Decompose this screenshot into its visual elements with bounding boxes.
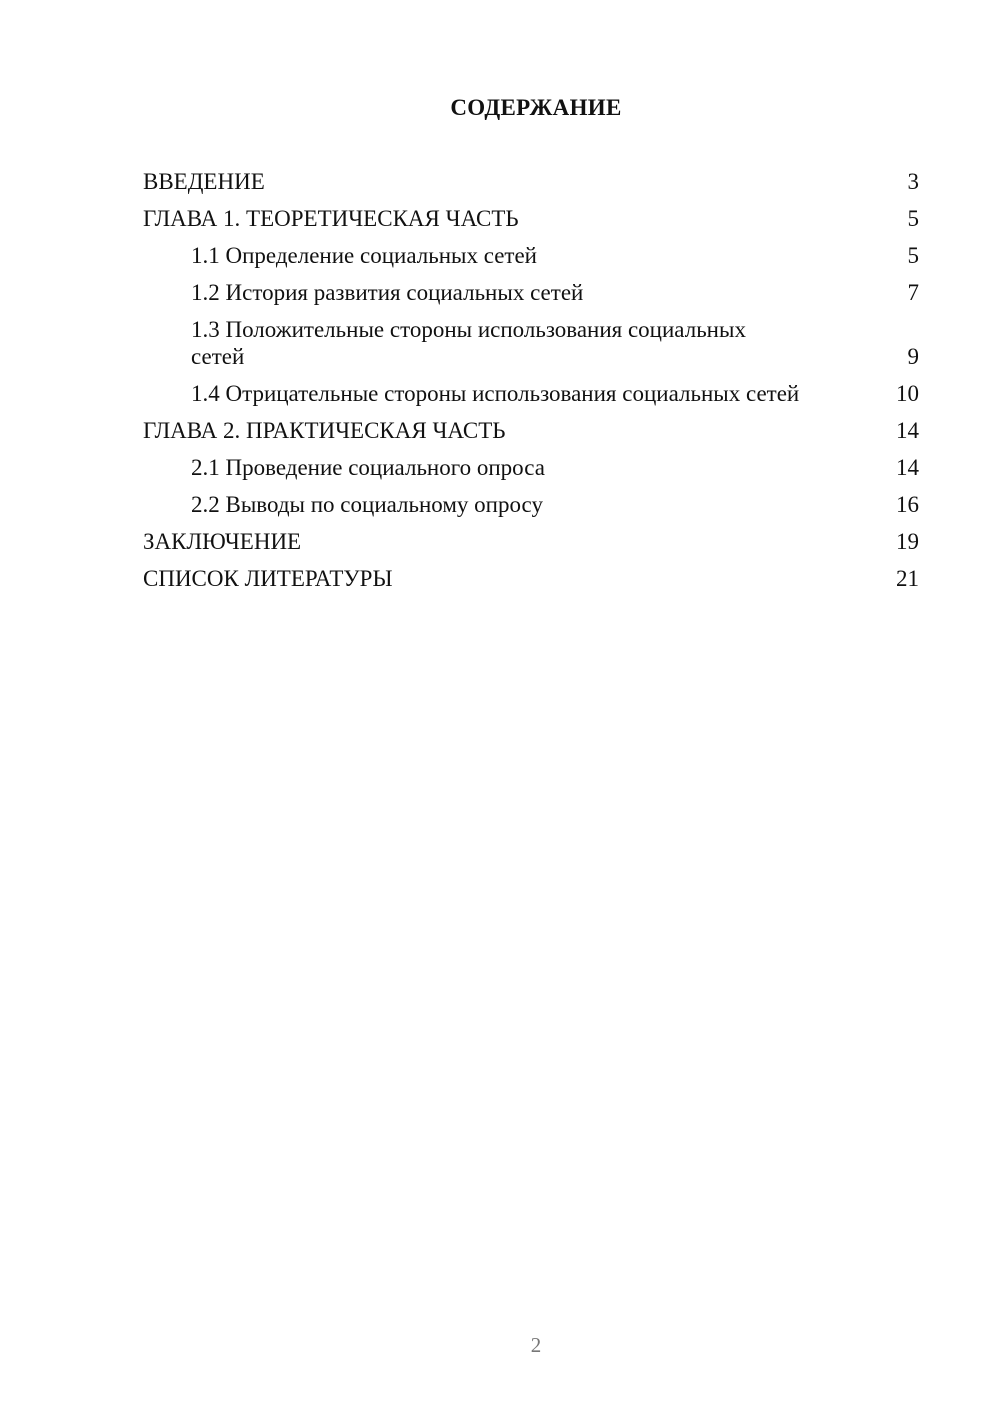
toc-entry-section-1-1[interactable] bbox=[143, 242, 919, 269]
toc-entry-label: 1.4 Отрицательные стороны использования социальных сетей bbox=[191, 381, 800, 406]
toc-entry-section-2-1[interactable] bbox=[143, 454, 919, 481]
toc-entry-page: 16 bbox=[896, 492, 919, 517]
toc-entry-chapter-2[interactable] bbox=[143, 417, 919, 444]
toc-entry-page: 5 bbox=[907, 206, 919, 231]
toc-entry-section-1-4[interactable] bbox=[143, 380, 919, 407]
toc-entry-page: 19 bbox=[896, 529, 919, 554]
toc-entry-page: 21 bbox=[896, 566, 919, 591]
toc-entry-label: ГЛАВА 2. ПРАКТИЧЕСКАЯ ЧАСТЬ bbox=[143, 418, 506, 443]
toc-entry-label: СПИСОК ЛИТЕРАТУРЫ bbox=[143, 566, 393, 591]
page-title: СОДЕРЖАНИЕ bbox=[450, 95, 622, 120]
toc-entry-label: 1.2 История развития социальных сетей bbox=[191, 280, 584, 305]
toc-entry-page: 3 bbox=[907, 169, 919, 194]
toc-entry-section-2-2[interactable] bbox=[143, 491, 919, 518]
toc-entry-page: 10 bbox=[896, 381, 919, 406]
toc-entry-references[interactable] bbox=[143, 565, 919, 592]
toc-entry-page: 5 bbox=[907, 243, 919, 268]
toc-entry-section-1-2[interactable] bbox=[143, 279, 919, 306]
table-of-contents bbox=[143, 168, 919, 602]
toc-entry-section-1-3[interactable] bbox=[143, 316, 919, 370]
toc-entry-label: ГЛАВА 1. ТЕОРЕТИЧЕСКАЯ ЧАСТЬ bbox=[143, 206, 519, 231]
toc-entry-introduction[interactable] bbox=[143, 168, 919, 195]
toc-entry-page: 7 bbox=[907, 280, 919, 305]
toc-entry-label: 1.3 Положительные стороны использования социальных сетей bbox=[191, 317, 746, 369]
toc-entry-page: 14 bbox=[896, 455, 919, 480]
toc-entry-label: 2.2 Выводы по социальному опросу bbox=[191, 492, 543, 517]
toc-entry-page: 14 bbox=[896, 418, 919, 443]
toc-entry-label: 1.1 Определение социальных сетей bbox=[191, 243, 537, 268]
toc-entry-label: ЗАКЛЮЧЕНИЕ bbox=[143, 529, 302, 554]
toc-entry-label: ВВЕДЕНИЕ bbox=[143, 169, 265, 194]
toc-entry-conclusion[interactable] bbox=[143, 528, 919, 555]
toc-entry-page: 9 bbox=[907, 344, 919, 369]
toc-entry-chapter-1[interactable] bbox=[143, 205, 919, 232]
toc-entry-label: 2.1 Проведение социального опроса bbox=[191, 455, 545, 480]
page-number: 2 bbox=[530, 1333, 542, 1357]
